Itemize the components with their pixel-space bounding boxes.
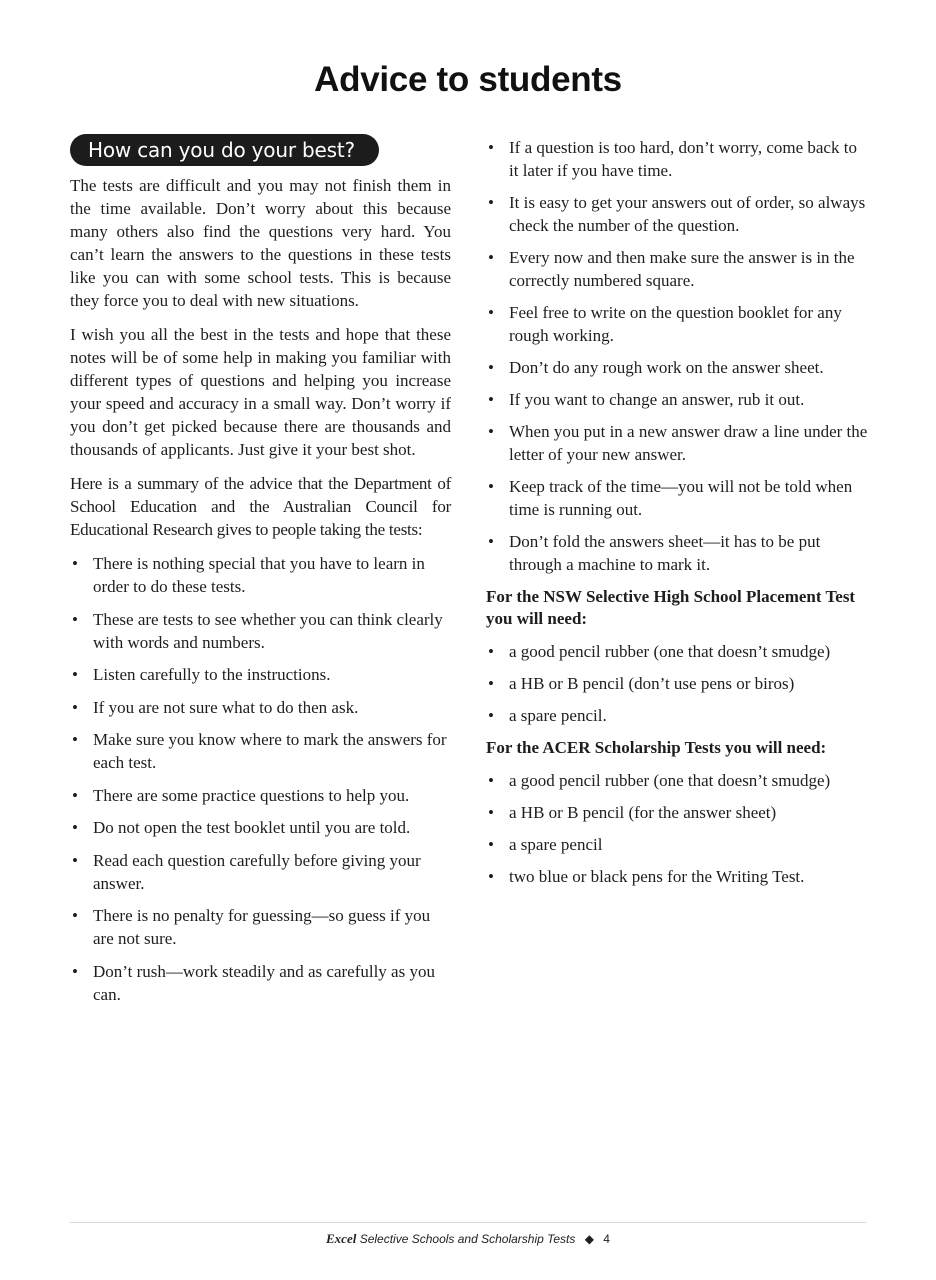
list-item: • a good pencil rubber (one that doesn’t smudge) bbox=[488, 642, 831, 661]
bullet-icon: • bbox=[488, 867, 494, 886]
list-item: • There is no penalty for guessing—so guess if you are not sure. bbox=[72, 906, 431, 948]
list-item: • Read each question carefully before giving your answer. bbox=[72, 850, 421, 893]
diamond-icon: ◆ bbox=[584, 1232, 594, 1246]
list-item: • There is nothing special that you have to learn in order to do these tests. bbox=[72, 554, 425, 596]
page-title: Advice to students bbox=[314, 60, 622, 99]
bullet-icon: • bbox=[72, 850, 78, 870]
bullet-icon: • bbox=[488, 358, 494, 377]
bullet-icon: • bbox=[72, 785, 78, 805]
summary-paragraph: Here is a summary of the advice that the Department of School Education and the Australian Council for Educational Research gives to people taking the tests: bbox=[70, 474, 451, 539]
bullet-icon: • bbox=[72, 665, 78, 684]
bullet-icon: • bbox=[488, 642, 494, 661]
list-item: • a spare pencil. bbox=[488, 706, 607, 725]
footer-brand: Excel bbox=[326, 1231, 357, 1246]
list-item: • Make sure you know where to mark the answers for each test. bbox=[72, 730, 447, 772]
list-item: • It is easy to get your answers out of order, so always check the number of the question. bbox=[488, 193, 866, 235]
bullet-icon: • bbox=[72, 697, 78, 717]
left-column bbox=[70, 134, 451, 1015]
bullet-icon: • bbox=[488, 477, 494, 496]
list-item: • Do not open the test booklet until you are told. bbox=[72, 818, 411, 837]
nsw-requirements-heading: For the NSW Selective High School Placement Test you will need: bbox=[486, 587, 856, 628]
bullet-icon: • bbox=[72, 818, 78, 837]
list-item: • Every now and then make sure the answer is in the correctly numbered square. bbox=[488, 248, 855, 290]
bullet-icon: • bbox=[488, 138, 494, 157]
list-item: • a spare pencil bbox=[488, 835, 603, 854]
nsw-requirements-list bbox=[486, 640, 868, 727]
acer-requirements-heading: For the ACER Scholarship Tests you will need: bbox=[486, 738, 827, 757]
list-item: • When you put in a new answer draw a line under the letter of your new answer. bbox=[488, 422, 868, 464]
bullet-icon: • bbox=[488, 248, 494, 267]
bullet-icon: • bbox=[488, 303, 494, 322]
bullet-icon: • bbox=[72, 609, 78, 629]
list-item: • If you are not sure what to do then ask. bbox=[72, 697, 359, 717]
list-item: • a good pencil rubber (one that doesn’t smudge) bbox=[488, 771, 831, 790]
intro-paragraph: The tests are difficult and you may not finish them in the time available. Don’t worry about this because many others also find the questions very hard. You can’t learn the answers to the questions in these tests like you can with some school tests. This is because they force you to deal with new situations. bbox=[70, 176, 451, 310]
bullet-icon: • bbox=[488, 803, 494, 822]
bullet-icon: • bbox=[488, 835, 494, 854]
list-item: • There are some practice questions to help you. bbox=[72, 785, 410, 805]
list-item: • Don’t fold the answers sheet—it has to be put through a machine to mark it. bbox=[488, 532, 821, 574]
list-item: • If a question is too hard, don’t worry, come back to it later if you have time. bbox=[488, 138, 857, 180]
list-item: • Don’t do any rough work on the answer sheet. bbox=[488, 358, 824, 377]
list-item: • Don’t rush—work steadily and as carefully as you can. bbox=[72, 961, 435, 1004]
list-item: • If you want to change an answer, rub it out. bbox=[488, 390, 805, 409]
list-item: • two blue or black pens for the Writing Test. bbox=[488, 867, 805, 886]
bullet-icon: • bbox=[488, 771, 494, 790]
acer-requirements-list bbox=[486, 769, 868, 888]
advice-list-right bbox=[486, 136, 868, 576]
bullet-icon: • bbox=[488, 193, 494, 212]
bullet-icon: • bbox=[488, 674, 494, 693]
list-item: • These are tests to see whether you can think clearly with words and numbers. bbox=[72, 609, 443, 652]
bullet-icon: • bbox=[72, 730, 78, 749]
bullet-icon: • bbox=[72, 554, 78, 573]
right-column bbox=[486, 136, 868, 897]
bullet-icon: • bbox=[72, 961, 78, 981]
bullet-icon: • bbox=[488, 706, 494, 725]
list-item: • a HB or B pencil (don’t use pens or biros) bbox=[488, 674, 795, 693]
footer-divider bbox=[70, 1222, 866, 1223]
bullet-icon: • bbox=[488, 532, 494, 551]
wishes-paragraph: I wish you all the best in the tests and hope that these notes will be of some help in making you familiar with different types of questions and helping you increase your speed and accuracy in a small way. Don’t worry if you don’t get picked because there are thousands and thousands of applicants. Just give it your best shot. bbox=[70, 325, 451, 459]
bullet-icon: • bbox=[72, 906, 78, 925]
list-item: • Feel free to write on the question booklet for any rough working. bbox=[488, 303, 842, 345]
list-item: • Keep track of the time—you will not be told when time is running out. bbox=[488, 477, 853, 519]
section-heading: How can you do your best? bbox=[70, 134, 379, 166]
footer-series-title: Selective Schools and Scholarship Tests bbox=[359, 1232, 576, 1246]
bullet-icon: • bbox=[488, 422, 494, 441]
list-item: • Listen carefully to the instructions. bbox=[72, 665, 331, 684]
page-footer bbox=[0, 1231, 936, 1247]
bullet-icon: • bbox=[488, 390, 494, 409]
list-item: • a HB or B pencil (for the answer sheet) bbox=[488, 803, 777, 822]
page-number: 4 bbox=[603, 1232, 610, 1246]
advice-list-left bbox=[70, 552, 451, 1006]
